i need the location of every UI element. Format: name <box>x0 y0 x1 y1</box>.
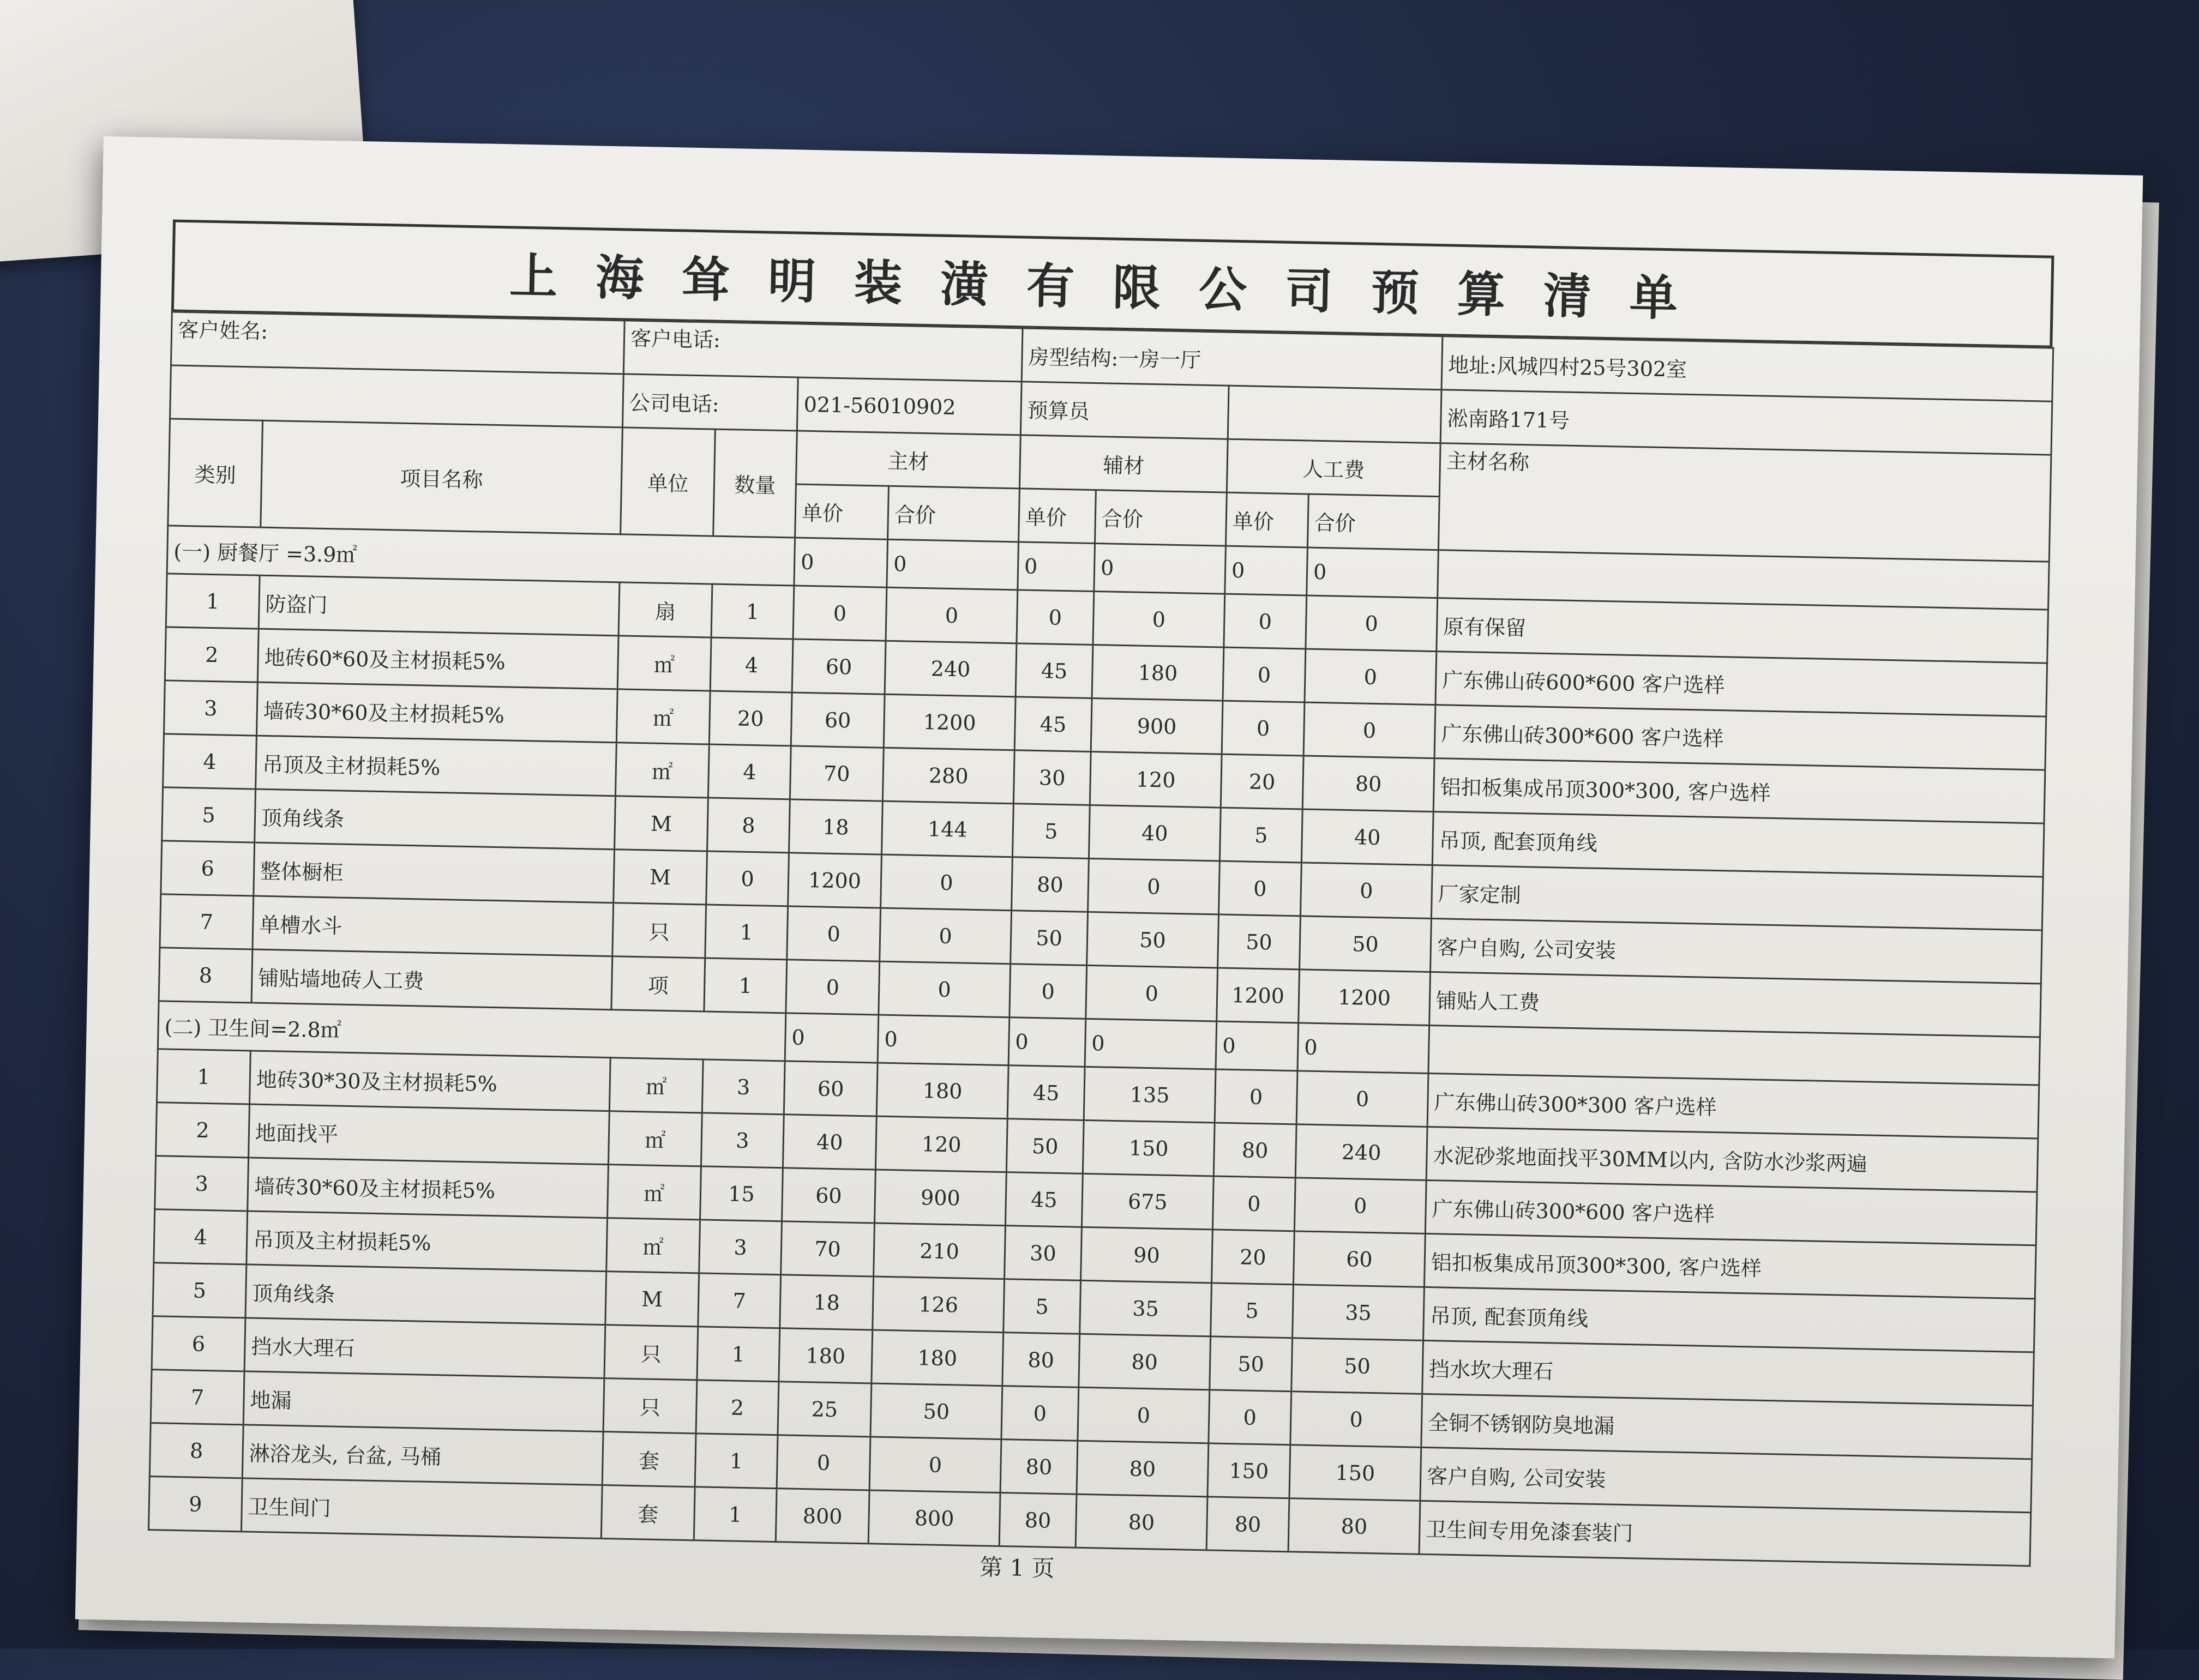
main-unit-price: 40 <box>783 1115 876 1170</box>
estimator-value <box>1228 386 1441 443</box>
aux-unit-price: 0 <box>1017 590 1094 645</box>
row-number: 1 <box>166 574 260 629</box>
section-title: (二) 卫生间=2.8㎡ <box>158 1001 785 1061</box>
main-unit-price: 0 <box>793 586 887 641</box>
material-note: 吊顶, 配套顶角线 <box>1432 812 2044 877</box>
item-name: 防盗门 <box>259 575 620 636</box>
header-labor-subtotal: 合价 <box>1307 494 1439 550</box>
item-name: 顶角线条 <box>255 789 616 850</box>
header-aux-subtotal: 合价 <box>1095 490 1227 546</box>
labor-subtotal: 60 <box>1293 1231 1425 1287</box>
row-number: 8 <box>149 1423 243 1478</box>
unit-cell: ㎡ <box>606 1218 700 1273</box>
unit-cell: 项 <box>611 956 705 1011</box>
quantity-cell: 15 <box>700 1166 783 1221</box>
row-number: 3 <box>164 681 257 736</box>
main-unit-price: 0 <box>786 960 880 1015</box>
labor-unit-price: 0 <box>1209 1390 1291 1445</box>
aux-subtotal: 80 <box>1076 1494 1207 1550</box>
quantity-cell: 1 <box>711 584 794 639</box>
quantity-cell: 1 <box>697 1327 780 1382</box>
section-summary-value: 0 <box>794 538 888 587</box>
labor-subtotal: 240 <box>1295 1124 1427 1181</box>
quantity-cell: 3 <box>701 1113 784 1168</box>
main-subtotal: 0 <box>881 854 1013 911</box>
aux-unit-price: 0 <box>1001 1386 1079 1441</box>
section-summary-value: 0 <box>1216 1021 1299 1071</box>
material-note: 客户自购, 公司安装 <box>1420 1447 2032 1512</box>
header-labor-unit-price: 单价 <box>1225 492 1308 547</box>
quantity-cell: 3 <box>702 1059 785 1115</box>
header-aux-material: 辅材 <box>1019 435 1228 492</box>
material-note: 挡水坎大理石 <box>1422 1340 2034 1405</box>
material-note: 吊顶, 配套顶角线 <box>1423 1287 2035 1352</box>
main-subtotal: 0 <box>869 1437 1001 1493</box>
aux-unit-price: 45 <box>1014 697 1092 752</box>
main-unit-price: 0 <box>777 1435 870 1490</box>
quantity-cell: 4 <box>710 637 793 693</box>
labor-unit-price: 0 <box>1223 647 1306 702</box>
quantity-cell: 4 <box>708 744 791 799</box>
row-number: 5 <box>153 1263 247 1318</box>
aux-subtotal: 900 <box>1091 698 1223 754</box>
aux-subtotal: 0 <box>1093 592 1225 648</box>
main-subtotal: 0 <box>879 961 1011 1017</box>
header-unit: 单位 <box>621 427 716 536</box>
row-number: 1 <box>157 1049 251 1104</box>
aux-unit-price: 45 <box>1016 643 1093 699</box>
quantity-cell: 3 <box>699 1220 782 1275</box>
material-note: 客户自购, 公司安装 <box>1431 918 2042 983</box>
unit-cell: M <box>605 1272 699 1327</box>
quantity-cell: 20 <box>709 691 792 746</box>
labor-subtotal: 50 <box>1291 1338 1423 1394</box>
layout-value: 一房一厅 <box>1117 346 1201 372</box>
main-unit-price: 1200 <box>788 853 882 908</box>
row-number: 2 <box>156 1103 250 1158</box>
budget-sheet <box>148 219 2054 1567</box>
material-note: 广东佛山砖600*600 客户选样 <box>1435 652 2047 716</box>
aux-subtotal: 0 <box>1078 1387 1210 1443</box>
material-note: 铺贴人工费 <box>1429 972 2041 1037</box>
labor-unit-price: 0 <box>1215 1069 1297 1124</box>
item-name: 卫生间门 <box>241 1478 602 1539</box>
labor-unit-price: 150 <box>1207 1443 1290 1498</box>
main-unit-price: 25 <box>778 1382 872 1437</box>
item-name: 墙砖30*60及主材损耗5% <box>248 1158 609 1218</box>
labor-subtotal: 0 <box>1305 649 1437 705</box>
labor-subtotal: 80 <box>1302 756 1434 812</box>
unit-cell: M <box>615 796 708 851</box>
main-unit-price: 60 <box>782 1168 876 1223</box>
header-main-unit-price: 单价 <box>795 484 889 539</box>
unit-cell: 套 <box>602 1432 696 1487</box>
material-note: 铝扣板集成吊顶300*300, 客户选样 <box>1433 758 2045 823</box>
labor-subtotal: 0 <box>1306 595 1438 652</box>
material-note: 广东佛山砖300*300 客户选样 <box>1427 1073 2039 1138</box>
labor-subtotal: 0 <box>1296 1071 1428 1127</box>
unit-cell: ㎡ <box>616 689 710 744</box>
row-number: 8 <box>159 948 253 1003</box>
row-number: 6 <box>152 1316 245 1371</box>
layout-cell <box>1022 328 1443 390</box>
aux-subtotal: 0 <box>1088 858 1220 914</box>
header-material-name: 主材名称 <box>1438 443 2051 562</box>
main-unit-price: 60 <box>784 1061 878 1116</box>
material-note: 铝扣板集成吊顶300*300, 客户选样 <box>1424 1233 2036 1298</box>
labor-unit-price: 80 <box>1213 1123 1296 1178</box>
unit-cell: 扇 <box>618 582 712 637</box>
section-summary-value: 0 <box>1018 542 1095 592</box>
labor-subtotal: 0 <box>1294 1178 1426 1234</box>
quantity-cell: 1 <box>705 905 788 960</box>
unit-cell: 只 <box>604 1325 698 1380</box>
material-note: 原有保留 <box>1437 598 2048 663</box>
quantity-cell: 0 <box>706 851 789 906</box>
material-note: 广东佛山砖300*600 客户选样 <box>1434 705 2046 770</box>
labor-subtotal: 35 <box>1293 1285 1425 1341</box>
unit-cell: M <box>614 850 707 905</box>
main-subtotal: 0 <box>886 587 1018 643</box>
section-summary-value: 0 <box>785 1013 879 1063</box>
section-summary-value: 0 <box>1297 1023 1429 1074</box>
address-line2: 淞南路171号 <box>1440 390 2052 455</box>
aux-unit-price: 80 <box>1002 1333 1080 1388</box>
main-subtotal: 210 <box>874 1223 1006 1279</box>
quantity-cell: 8 <box>707 798 790 853</box>
aux-subtotal: 40 <box>1089 805 1221 861</box>
labor-subtotal: 0 <box>1290 1392 1422 1448</box>
page-number: 第 1 页 <box>979 1553 1055 1582</box>
unit-cell: 只 <box>603 1378 697 1434</box>
aux-unit-price: 80 <box>1012 857 1089 912</box>
main-subtotal: 144 <box>881 801 1013 857</box>
labor-subtotal: 50 <box>1300 916 1432 972</box>
labor-unit-price: 50 <box>1218 914 1301 970</box>
item-name: 吊顶及主材损耗5% <box>256 736 617 796</box>
section-summary-value: 0 <box>887 539 1019 590</box>
labor-subtotal: 150 <box>1289 1445 1421 1501</box>
section-summary-value: 0 <box>1085 1019 1217 1069</box>
unit-cell: ㎡ <box>609 1058 703 1113</box>
aux-subtotal: 120 <box>1090 751 1222 808</box>
aux-unit-price: 30 <box>1013 750 1091 805</box>
layout-label: 房型结构: <box>1028 345 1119 371</box>
material-note: 水泥砂浆地面找平30MM以内, 含防水沙浆两遍 <box>1426 1127 2038 1191</box>
main-subtotal: 0 <box>880 908 1012 964</box>
aux-subtotal: 675 <box>1082 1173 1213 1230</box>
row-number: 4 <box>154 1209 248 1264</box>
header-main-subtotal: 合价 <box>888 486 1020 542</box>
aux-subtotal: 135 <box>1084 1067 1216 1123</box>
labor-unit-price: 0 <box>1222 701 1305 756</box>
header-item-name: 项目名称 <box>261 420 623 534</box>
labor-subtotal: 80 <box>1288 1498 1420 1555</box>
labor-subtotal: 0 <box>1303 702 1435 758</box>
labor-unit-price: 80 <box>1206 1497 1289 1552</box>
main-unit-price: 70 <box>790 746 884 801</box>
labor-unit-price: 20 <box>1212 1230 1295 1285</box>
item-name: 淋浴龙头, 台盆, 马桶 <box>242 1425 603 1485</box>
main-subtotal: 240 <box>885 641 1017 697</box>
customer-name-label: 客户姓名: <box>171 312 624 374</box>
row-number: 3 <box>155 1156 249 1211</box>
main-subtotal: 120 <box>875 1116 1007 1172</box>
material-note: 卫生间专用免漆套装门 <box>1419 1501 2031 1565</box>
item-name: 单槽水斗 <box>253 896 614 956</box>
company-phone-value: 021-56010902 <box>797 377 1022 435</box>
section-summary-value: 0 <box>1008 1017 1086 1067</box>
quantity-cell: 1 <box>704 958 787 1013</box>
header-main-material: 主材 <box>796 431 1020 489</box>
aux-subtotal: 90 <box>1081 1227 1213 1283</box>
labor-unit-price: 0 <box>1224 594 1307 649</box>
aux-unit-price: 50 <box>1006 1119 1084 1174</box>
main-subtotal: 180 <box>876 1063 1008 1119</box>
header-aux-unit-price: 单价 <box>1019 489 1096 544</box>
customer-phone-label: 客户电话: <box>623 321 1023 382</box>
aux-unit-price: 80 <box>1000 1440 1078 1495</box>
aux-unit-price: 30 <box>1005 1226 1082 1281</box>
main-unit-price: 800 <box>776 1489 869 1544</box>
main-subtotal: 1200 <box>884 694 1016 750</box>
aux-subtotal: 80 <box>1079 1334 1211 1390</box>
main-unit-price: 18 <box>789 799 883 854</box>
row-number: 2 <box>165 627 259 682</box>
aux-subtotal: 35 <box>1080 1280 1212 1336</box>
estimator-label: 预算员 <box>1020 382 1229 439</box>
aux-unit-price: 0 <box>1010 964 1087 1019</box>
aux-unit-price: 45 <box>1005 1172 1083 1227</box>
unit-cell: ㎡ <box>608 1111 702 1166</box>
document-title: 上海耸明装潢有限公司预算清单 <box>171 219 2054 347</box>
section-summary-value: 0 <box>878 1015 1010 1065</box>
item-name: 顶角线条 <box>245 1264 606 1325</box>
address-value: 风城四村25号302室 <box>1496 354 1687 382</box>
labor-subtotal: 40 <box>1301 809 1433 865</box>
unit-cell: 只 <box>612 903 706 958</box>
main-subtotal: 800 <box>868 1490 1000 1546</box>
row-number: 7 <box>160 894 254 949</box>
main-unit-price: 18 <box>780 1275 874 1330</box>
unit-cell: ㎡ <box>615 743 709 798</box>
header-quantity: 数量 <box>713 429 797 538</box>
main-subtotal: 280 <box>882 748 1014 804</box>
blank-cell <box>170 365 624 427</box>
aux-subtotal: 80 <box>1077 1441 1209 1497</box>
material-note: 厂家定制 <box>1431 865 2043 930</box>
row-number: 9 <box>148 1477 242 1532</box>
header-labor: 人工费 <box>1227 439 1440 496</box>
row-number: 7 <box>151 1370 244 1425</box>
item-name: 挡水大理石 <box>244 1318 605 1378</box>
main-unit-price: 60 <box>792 639 886 694</box>
section-summary-value: 0 <box>1225 546 1308 595</box>
main-unit-price: 70 <box>781 1221 875 1276</box>
main-unit-price: 180 <box>779 1328 873 1383</box>
labor-subtotal: 0 <box>1300 863 1432 919</box>
quantity-cell: 7 <box>698 1273 781 1328</box>
labor-unit-price: 5 <box>1219 808 1302 863</box>
labor-unit-price: 0 <box>1212 1176 1295 1231</box>
unit-cell: ㎡ <box>617 636 711 691</box>
item-name: 地砖30*30及主材损耗5% <box>249 1051 610 1111</box>
aux-unit-price: 5 <box>1004 1279 1081 1334</box>
aux-unit-price: 5 <box>1012 804 1090 859</box>
company-phone-label: 公司电话: <box>622 374 798 431</box>
main-unit-price: 60 <box>791 693 885 748</box>
aux-subtotal: 0 <box>1086 965 1218 1021</box>
unit-cell: 套 <box>601 1485 695 1540</box>
budget-table <box>148 311 2054 1567</box>
item-name: 地面找平 <box>249 1104 610 1165</box>
quantity-cell: 1 <box>695 1434 778 1489</box>
budget-document <box>75 136 2143 1658</box>
labor-unit-price: 20 <box>1221 754 1303 809</box>
aux-unit-price: 45 <box>1007 1065 1085 1121</box>
aux-subtotal: 180 <box>1092 645 1224 701</box>
labor-subtotal: 1200 <box>1299 970 1431 1026</box>
section-summary-value: 0 <box>1307 547 1439 598</box>
aux-unit-price: 50 <box>1011 911 1088 966</box>
main-unit-price: 0 <box>787 906 881 961</box>
labor-unit-price: 1200 <box>1217 968 1300 1023</box>
quantity-cell: 2 <box>696 1380 779 1435</box>
main-subtotal: 50 <box>870 1383 1002 1440</box>
main-subtotal: 180 <box>872 1330 1004 1386</box>
material-note: 广东佛山砖300*600 客户选样 <box>1425 1180 2037 1245</box>
material-note: 全铜不锈钢防臭地漏 <box>1421 1394 2033 1459</box>
labor-unit-price: 5 <box>1211 1283 1294 1338</box>
quantity-cell: 1 <box>694 1487 777 1542</box>
aux-subtotal: 50 <box>1087 912 1219 968</box>
header-category: 类别 <box>168 419 263 527</box>
section-summary-value: 0 <box>1094 544 1226 594</box>
row-number: 5 <box>162 787 256 842</box>
row-number: 4 <box>163 734 257 789</box>
item-name: 吊顶及主材损耗5% <box>247 1211 608 1272</box>
item-name: 整体橱柜 <box>254 842 615 903</box>
item-name: 墙砖30*60及主材损耗5% <box>256 682 617 743</box>
row-number: 6 <box>161 841 255 896</box>
labor-unit-price: 0 <box>1218 861 1301 916</box>
item-name: 铺贴墙地砖人工费 <box>251 949 612 1010</box>
labor-unit-price: 50 <box>1210 1336 1293 1392</box>
address-label: 地址: <box>1447 353 1497 378</box>
aux-unit-price: 80 <box>999 1493 1077 1548</box>
item-name: 地砖60*60及主材损耗5% <box>257 629 618 689</box>
main-subtotal: 900 <box>874 1170 1006 1226</box>
section-title: (一) 厨餐厅 =3.9㎡ <box>167 526 795 586</box>
item-name: 地漏 <box>243 1371 604 1432</box>
aux-subtotal: 150 <box>1083 1120 1215 1176</box>
unit-cell: ㎡ <box>608 1165 701 1220</box>
main-subtotal: 126 <box>873 1276 1005 1333</box>
